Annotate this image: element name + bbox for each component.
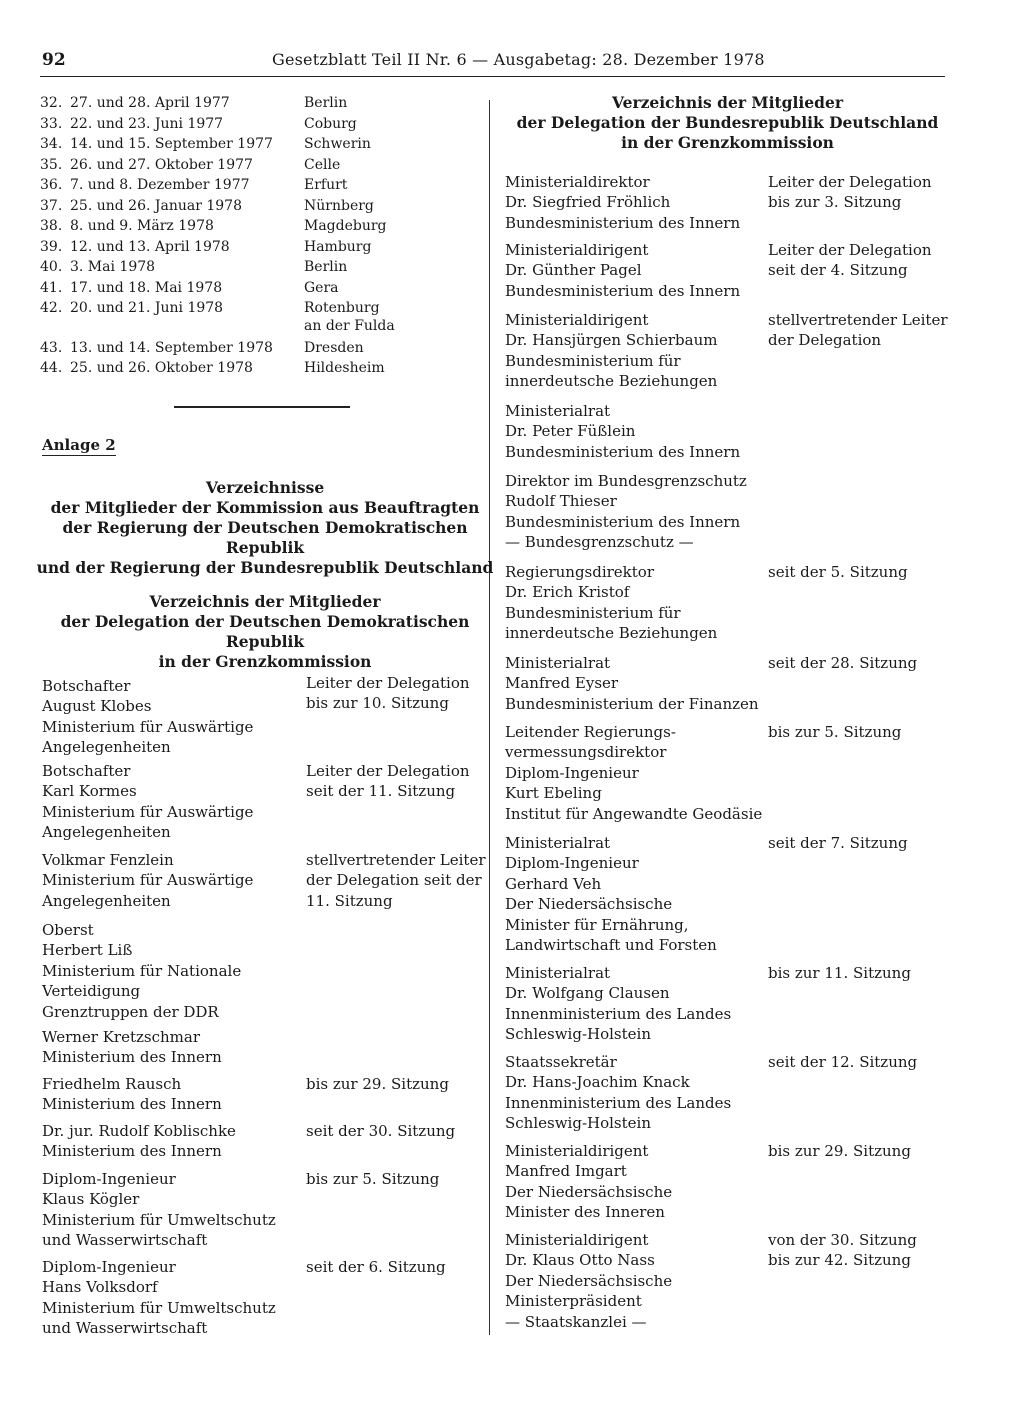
meeting-row: 39. 12. und 13. April 1978 Hamburg <box>40 239 372 255</box>
meeting-row: 36. 7. und 8. Dezember 1977 Erfurt <box>40 177 348 193</box>
meeting-row: 37. 25. und 26. Januar 1978 Nürnberg <box>40 198 374 214</box>
meeting-row: 33. 22. und 23. Juni 1977 Coburg <box>40 116 357 132</box>
gazette-title: Gesetzblatt Teil II Nr. 6 — Ausgabetag: 28. Dezember 1978 <box>272 50 765 69</box>
page-header <box>40 50 945 77</box>
main-heading: Verzeichnisse der Mitglieder der Kommission aus Beauftragten der Regierung der Deutschen Demokratischen Republik und der Regierung der Bundesrepublik Deutschland <box>36 478 494 577</box>
page-number: 92 <box>42 50 66 70</box>
meeting-row: 44. 25. und 26. Oktober 1978 Hildesheim <box>40 360 385 376</box>
meeting-row: 32. 27. und 28. April 1977 Berlin <box>40 95 348 111</box>
annex-label: Anlage 2 <box>42 436 116 454</box>
ddr-heading: Verzeichnis der Mitglieder der Delegation der Deutschen Demokratischen Republik in der Grenzkommission <box>60 592 470 671</box>
section-divider <box>174 406 350 408</box>
meeting-row: 34. 14. und 15. September 1977 Schwerin <box>40 136 371 152</box>
meeting-row: 40. 3. Mai 1978 Berlin <box>40 259 348 275</box>
meeting-row: 38. 8. und 9. März 1978 Magdeburg <box>40 218 387 234</box>
meeting-row: 43. 13. und 14. September 1978 Dresden <box>40 340 364 356</box>
meeting-row: 41. 17. und 18. Mai 1978 Gera <box>40 280 339 296</box>
brd-heading: Verzeichnis der Mitglieder der Delegation der Bundesrepublik Deutschland in der Grenzkommission <box>516 93 939 152</box>
meeting-row-continuation: an der Fulda <box>304 318 395 334</box>
meeting-row: 35. 26. und 27. Oktober 1977 Celle <box>40 157 341 173</box>
annex-label-wrap <box>42 436 116 454</box>
column-divider <box>489 100 490 1335</box>
meeting-row: 42. 20. und 21. Juni 1978 Rotenburg <box>40 300 380 316</box>
